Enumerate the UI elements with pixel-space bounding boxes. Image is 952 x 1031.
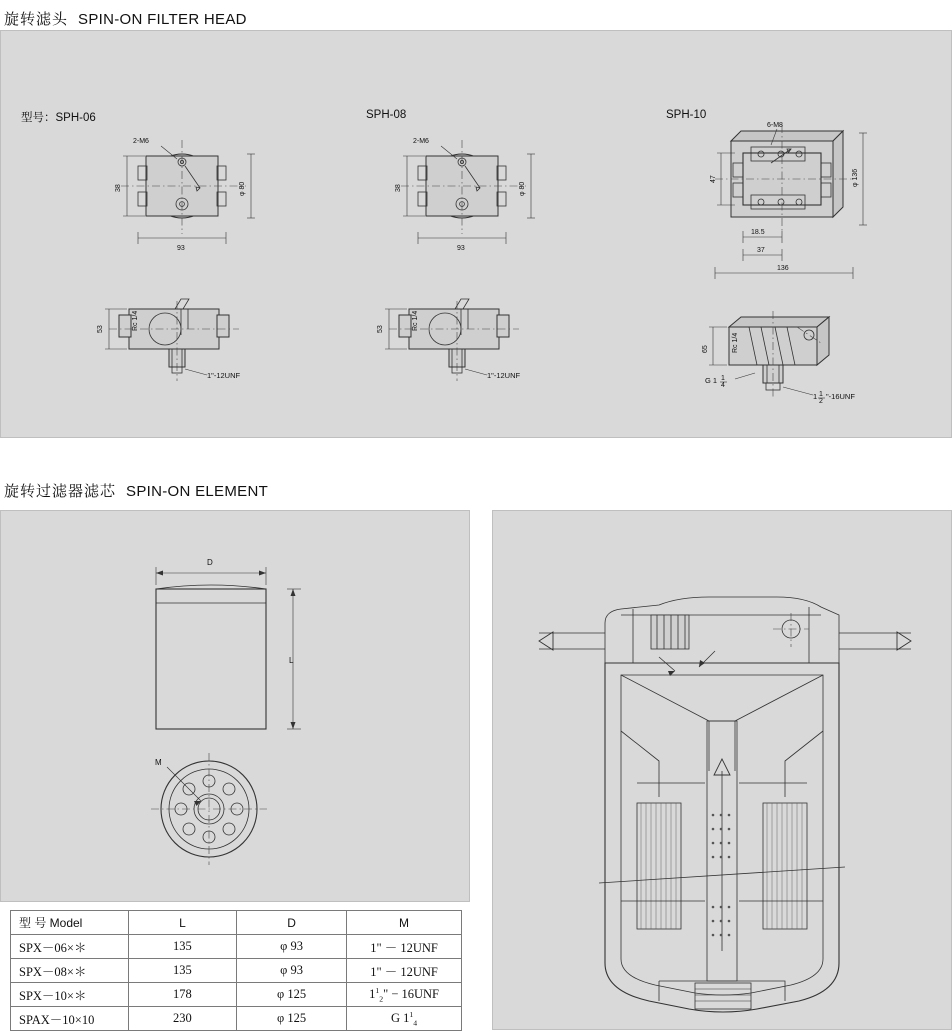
svg-text:Rc 1/4: Rc 1/4 — [132, 310, 139, 331]
col-header-d: D — [237, 911, 347, 935]
element-drawing-panel — [0, 510, 470, 902]
cell-l: 135 — [128, 935, 236, 959]
model-label-sph06 — [21, 109, 96, 125]
cell-model: SPAX－10×10 — [11, 1007, 129, 1031]
svg-text:6-M8: 6-M8 — [767, 122, 783, 129]
svg-text:1: 1 — [721, 375, 725, 382]
svg-text:53: 53 — [97, 325, 104, 333]
model-prefix: 型号： — [21, 112, 56, 124]
table-row — [11, 959, 462, 983]
cell-l: 178 — [128, 983, 236, 1007]
svg-text:1"-12UNF: 1"-12UNF — [207, 371, 241, 380]
svg-text:1"-12UNF: 1"-12UNF — [487, 371, 521, 380]
cell-m: 1" － 12UNF — [347, 935, 462, 959]
svg-text:Rc 1/4: Rc 1/4 — [412, 310, 419, 331]
cell-m: $1^1_2$" − 16UNF — [347, 983, 462, 1007]
model-label-sph08: SPH-08 — [366, 109, 407, 121]
sph08-top-view — [381, 126, 571, 256]
cell-d: φ 125 — [237, 1007, 347, 1031]
section2-title-en: SPIN-ON ELEMENT — [126, 483, 269, 500]
svg-text:2: 2 — [819, 398, 823, 405]
svg-text:4: 4 — [721, 382, 725, 389]
cell-d: φ 93 — [237, 959, 347, 983]
svg-text:47: 47 — [710, 175, 717, 183]
model-sph06: SPH-06 — [55, 112, 96, 124]
filter-head-drawing-panel — [0, 30, 952, 438]
section-title-cn: 旋转滤头 — [4, 11, 69, 28]
svg-text:53: 53 — [377, 325, 384, 333]
svg-text:93: 93 — [177, 245, 185, 252]
cell-m: 1" － 12UNF — [347, 959, 462, 983]
cell-d: φ 125 — [237, 983, 347, 1007]
svg-text:38: 38 — [395, 184, 402, 192]
element-spec-table — [10, 910, 462, 1031]
sph10-front-view — [689, 303, 919, 413]
sph06-top-view — [101, 126, 291, 256]
cell-model: SPX－08×＊ — [11, 959, 129, 983]
cell-l: 230 — [128, 1007, 236, 1031]
table-row — [11, 983, 462, 1007]
element-side-view — [121, 551, 351, 751]
svg-text:38: 38 — [115, 184, 122, 192]
svg-text:φ 80: φ 80 — [519, 181, 526, 196]
dim-M-label: M — [155, 758, 162, 767]
table-header-row — [11, 911, 462, 935]
svg-text:φ 80: φ 80 — [239, 181, 246, 196]
cell-model: SPX－06×＊ — [11, 935, 129, 959]
section-title-element — [0, 472, 272, 507]
col-header-m: M — [347, 911, 462, 935]
svg-text:2-M6: 2-M6 — [413, 138, 429, 145]
sph08-front-view — [369, 279, 569, 404]
col-header-l: L — [128, 911, 236, 935]
dim-L-label: L — [289, 656, 294, 665]
svg-text:65: 65 — [702, 345, 709, 353]
section-title-en: SPIN-ON FILTER HEAD — [78, 11, 247, 28]
filter-cutaway-drawing — [509, 571, 937, 1021]
cell-model: SPX－10×＊ — [11, 983, 129, 1007]
svg-text:136: 136 — [777, 265, 789, 272]
svg-text:1: 1 — [819, 391, 823, 398]
model-label-sph10: SPH-10 — [666, 109, 707, 121]
section2-title-cn: 旋转过滤器滤芯 — [4, 483, 117, 500]
svg-text:"-16UNF: "-16UNF — [826, 392, 855, 401]
sph06-front-view — [89, 279, 289, 404]
table-row — [11, 1007, 462, 1031]
element-bottom-view — [131, 749, 311, 879]
svg-text:Rc 1/4: Rc 1/4 — [732, 332, 739, 353]
svg-text:37: 37 — [757, 247, 765, 254]
col-header-model: 型 号 Model — [11, 911, 129, 935]
cell-l: 135 — [128, 959, 236, 983]
sph10-top-view — [691, 119, 911, 284]
svg-text:18.5: 18.5 — [751, 229, 765, 236]
svg-text:1: 1 — [813, 392, 818, 401]
filter-cutaway-panel — [492, 510, 952, 1030]
table-row — [11, 935, 462, 959]
svg-text:G 1: G 1 — [705, 376, 718, 385]
cell-d: φ 93 — [237, 935, 347, 959]
svg-text:93: 93 — [457, 245, 465, 252]
svg-text:2-M6: 2-M6 — [133, 138, 149, 145]
dim-D-label: D — [207, 558, 213, 567]
svg-text:φ 136: φ 136 — [852, 168, 859, 187]
cell-m: G $1^1_4$ — [347, 1007, 462, 1031]
